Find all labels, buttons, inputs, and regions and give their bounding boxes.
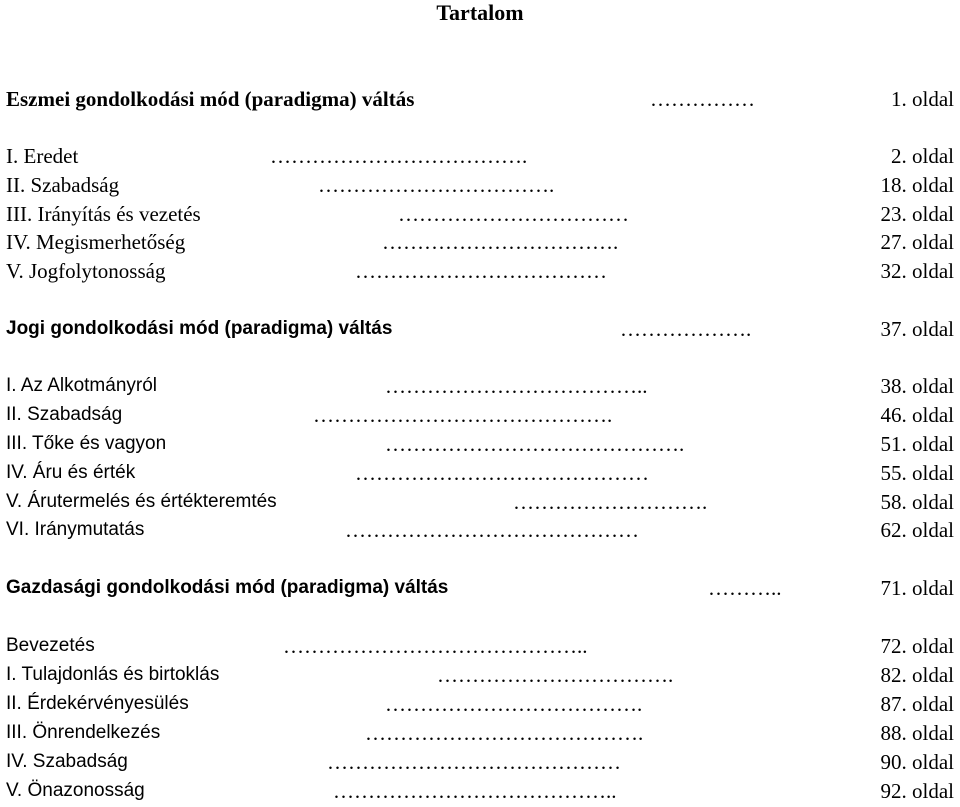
toc-page-number: 82. oldal <box>880 663 954 687</box>
toc-page-number: 51. oldal <box>880 432 954 456</box>
toc-entry-title: VI. Iránymutatás <box>6 519 145 540</box>
toc-dot-leader: ……………………………. <box>382 230 619 254</box>
toc-entry-title: Gazdasági gondolkodási mód (paradigma) váltás <box>6 577 449 598</box>
toc-entry[interactable] <box>0 516 960 544</box>
toc-entry-title: I. Tulajdonlás és birtoklás <box>6 664 220 685</box>
toc-dot-leader: …………………………………… <box>355 461 649 485</box>
toc-dot-leader: ……………………………….. <box>385 374 648 398</box>
toc-dot-leader: ………………………………. <box>270 144 528 168</box>
toc-dot-leader: …………………………… <box>398 202 629 226</box>
toc-page-number: 71. oldal <box>880 576 954 600</box>
toc-page-number: 46. oldal <box>880 403 954 427</box>
toc-entry-title: IV. Szabadság <box>6 751 128 772</box>
toc-entry-title: Jogi gondolkodási mód (paradigma) váltás <box>6 318 393 339</box>
toc-entry[interactable] <box>0 372 960 400</box>
toc-entry[interactable] <box>0 719 960 747</box>
toc-entry[interactable] <box>0 257 960 285</box>
toc-entry[interactable] <box>0 661 960 689</box>
toc-entry-title: I. Eredet <box>6 144 79 168</box>
toc-page-number: 2. oldal <box>891 144 954 168</box>
toc-dot-leader: ……………………………………. <box>385 432 685 456</box>
toc-entry-title: III. Tőke és vagyon <box>6 433 167 454</box>
toc-entry-title: II. Szabadság <box>6 173 120 197</box>
toc-entry-title: III. Irányítás és vezetés <box>6 202 201 226</box>
toc-entry-title: V. Árutermelés és értékteremtés <box>6 491 277 512</box>
toc-page-number: 72. oldal <box>880 634 954 658</box>
page-title: Tartalom <box>436 0 524 25</box>
toc-entry-title: IV. Megismerhetőség <box>6 230 186 254</box>
toc-page-number: 58. oldal <box>880 490 954 514</box>
toc-entry[interactable] <box>0 200 960 228</box>
toc-entry[interactable] <box>0 488 960 516</box>
toc-dot-leader: ……………………………. <box>318 173 555 197</box>
toc-page-number: 62. oldal <box>880 518 954 542</box>
toc-entry[interactable] <box>0 401 960 429</box>
toc-page-number: 37. oldal <box>880 317 954 341</box>
toc-dot-leader: ………………………. <box>513 490 708 514</box>
toc-page-number: 90. oldal <box>880 750 954 774</box>
toc-page-number: 38. oldal <box>880 374 954 398</box>
toc-entry-title: III. Önrendelkezés <box>6 722 161 743</box>
toc-entry[interactable] <box>0 748 960 776</box>
toc-page-number: 1. oldal <box>891 87 954 111</box>
toc-entry[interactable] <box>0 574 960 602</box>
toc-entry[interactable] <box>0 690 960 718</box>
toc-dot-leader: …………………………………… <box>345 518 639 542</box>
toc-dot-leader: ………………………………….. <box>333 779 617 803</box>
toc-dot-leader: …………… <box>650 87 755 111</box>
toc-entry-title: Eszmei gondolkodási mód (paradigma) váltás <box>6 87 415 111</box>
toc-entry-title: V. Jogfolytonosság <box>6 259 166 283</box>
toc-page-number: 23. oldal <box>880 202 954 226</box>
toc-entry-title: II. Érdekérvényesülés <box>6 693 189 714</box>
toc-dot-leader: …………………………………… <box>327 750 621 774</box>
toc-entry[interactable] <box>0 632 960 660</box>
toc-page-number: 18. oldal <box>880 173 954 197</box>
toc-dot-leader: ……….. <box>708 576 782 600</box>
toc-dot-leader: ………………………………. <box>385 692 643 716</box>
toc-entry[interactable] <box>0 459 960 487</box>
toc-entry[interactable] <box>0 171 960 199</box>
toc-entry-title: Bevezetés <box>6 635 95 656</box>
toc-page-number: 55. oldal <box>880 461 954 485</box>
toc-dot-leader: …………………………………. <box>365 721 644 745</box>
toc-dot-leader: ……………………………………. <box>313 403 613 427</box>
toc-dot-leader: …………………………………….. <box>283 634 588 658</box>
toc-dot-leader: ………………. <box>620 317 752 341</box>
toc-entry[interactable] <box>0 85 960 113</box>
toc-entry[interactable] <box>0 142 960 170</box>
toc-page-number: 87. oldal <box>880 692 954 716</box>
toc-entry-title: IV. Áru és érték <box>6 462 136 483</box>
toc-dot-leader: ……………………………… <box>355 259 607 283</box>
toc-page-number: 32. oldal <box>880 259 954 283</box>
toc-entry-title: V. Önazonosság <box>6 780 145 801</box>
toc-entry[interactable] <box>0 228 960 256</box>
toc-page-number: 27. oldal <box>880 230 954 254</box>
toc-entry-title: II. Szabadság <box>6 404 123 425</box>
toc-entry[interactable] <box>0 430 960 458</box>
toc-entry[interactable] <box>0 315 960 343</box>
toc-page-number: 92. oldal <box>880 779 954 803</box>
toc-dot-leader: ……………………………. <box>437 663 674 687</box>
toc-page-number: 88. oldal <box>880 721 954 745</box>
toc-entry[interactable] <box>0 777 960 805</box>
toc-entry-title: I. Az Alkotmányról <box>6 375 158 396</box>
